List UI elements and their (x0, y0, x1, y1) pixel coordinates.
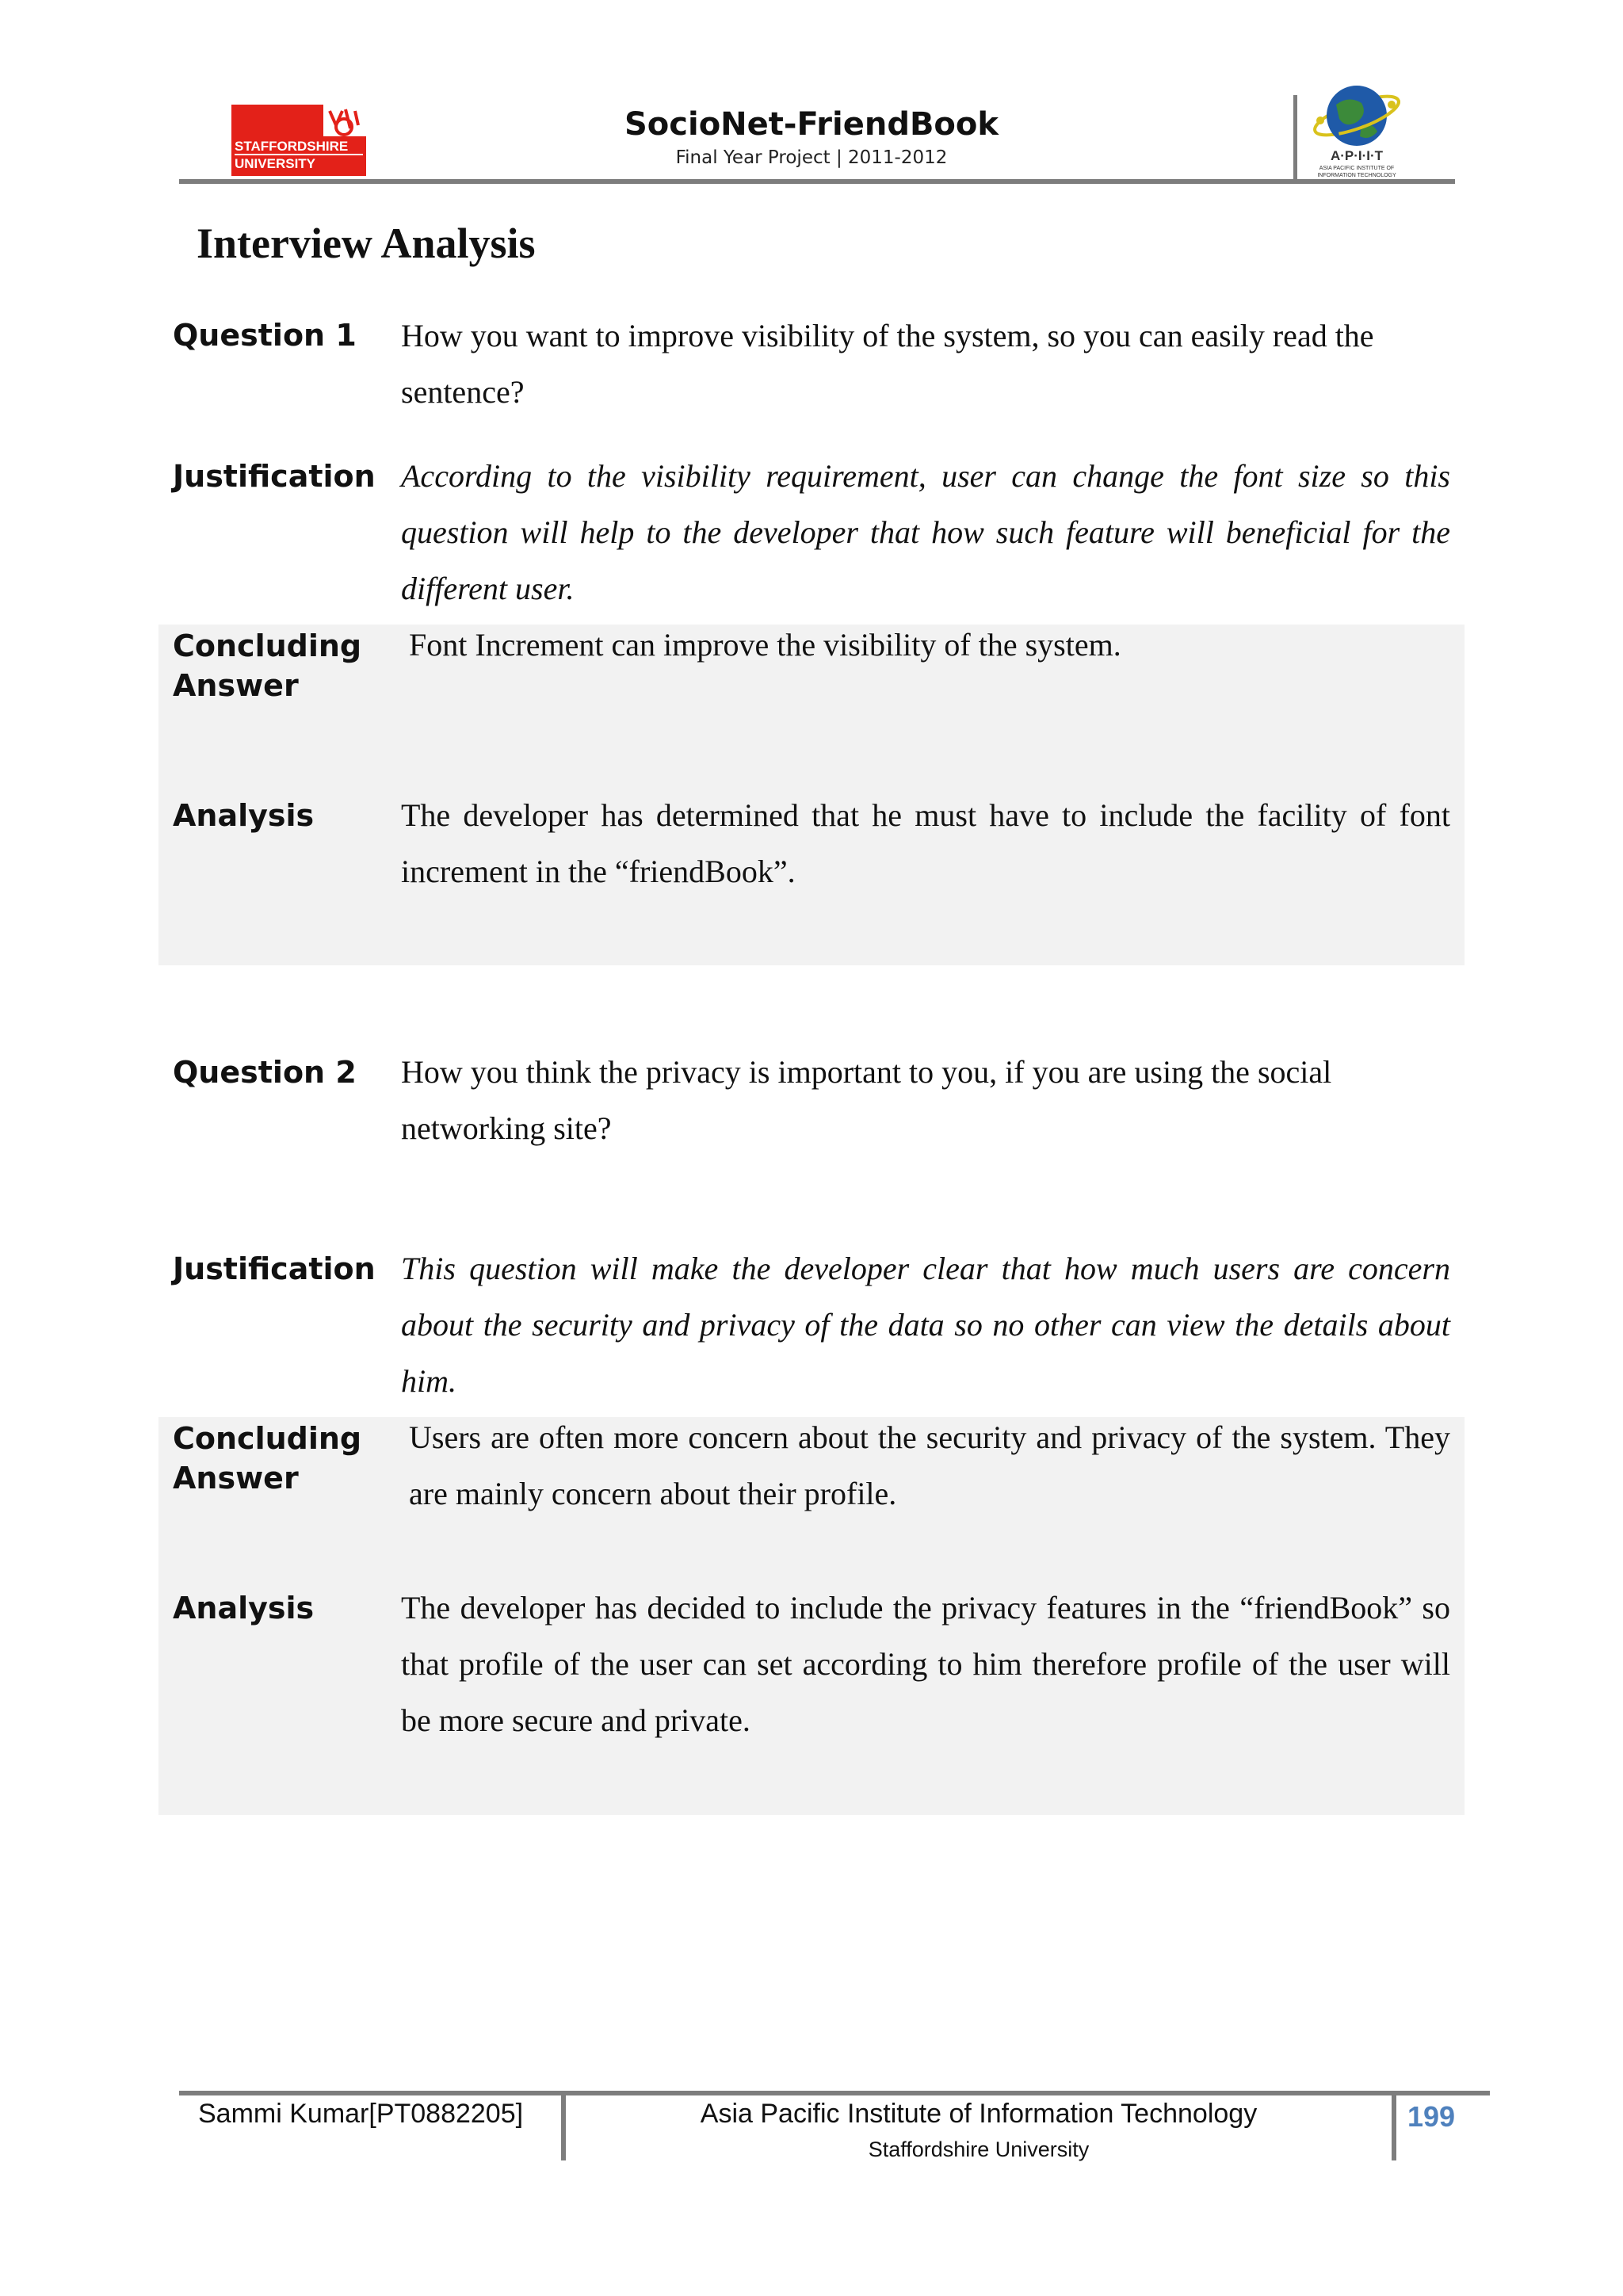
analysis-text: The developer has decided to include the privacy features in the “friendBook” so that profile of the user can set according to him therefore profile of the user will be more secure and private. (401, 1590, 1450, 1738)
analysis-text: The developer has determined that he must have to include the facility of font increment in the “friendBook”. (401, 797, 1450, 889)
question-label: Question 2 (173, 1055, 357, 1090)
question-text: How you want to improve visibility of the system, so you can easily read the sentence? (401, 318, 1374, 410)
svg-text:A·P·I·I·T: A·P·I·I·T (1330, 148, 1384, 163)
justification-text: This question will make the developer clear that how much users are concern about the security and privacy of the data so no other can view the details about him. (401, 1251, 1450, 1399)
svg-text:INFORMATION TECHNOLOGY: INFORMATION TECHNOLOGY (1317, 173, 1396, 178)
document-subtitle: Final Year Project | 2011-2012 (675, 147, 948, 168)
section-title: Interview Analysis (197, 220, 536, 267)
page-number: 199 (1407, 2100, 1456, 2133)
concluding-label: Concluding Answer (173, 628, 362, 703)
footer-university: Staffordshire University (868, 2137, 1090, 2161)
concluding-text: Font Increment can improve the visibility of the system. (409, 627, 1121, 663)
concluding-label: Concluding Answer (173, 1421, 362, 1496)
document-title: SocioNet-FriendBook (624, 106, 999, 143)
footer-rule (179, 2091, 1490, 2095)
svg-text:UNIVERSITY: UNIVERSITY (235, 156, 316, 171)
question-text: How you think the privacy is important to you, if you are using the social networking site? (401, 1054, 1332, 1146)
justification-label: Justification (173, 1251, 376, 1286)
question-label: Question 1 (173, 318, 357, 353)
svg-text:ASIA PACIFIC INSTITUTE OF: ASIA PACIFIC INSTITUTE OF (1319, 166, 1395, 171)
footer-author: Sammi Kumar[PT0882205] (198, 2099, 524, 2129)
svg-text:STAFFORDSHIRE: STAFFORDSHIRE (235, 139, 349, 154)
footer-divider (1392, 2091, 1396, 2160)
justification-label: Justification (173, 459, 376, 494)
analysis-label: Analysis (173, 798, 315, 833)
header-rule (179, 179, 1455, 184)
analysis-label: Analysis (173, 1591, 315, 1626)
footer-institution: Asia Pacific Institute of Information Technology (700, 2099, 1258, 2129)
justification-text: According to the visibility requirement, user can change the font size so this question will help to the developer that how such feature will beneficial for the different user. (401, 458, 1450, 606)
concluding-text: Users are often more concern about the security and privacy of the system. They are mainly concern about their profile. (409, 1419, 1450, 1511)
apiit-logo (1309, 73, 1404, 179)
header-divider (1293, 95, 1297, 182)
